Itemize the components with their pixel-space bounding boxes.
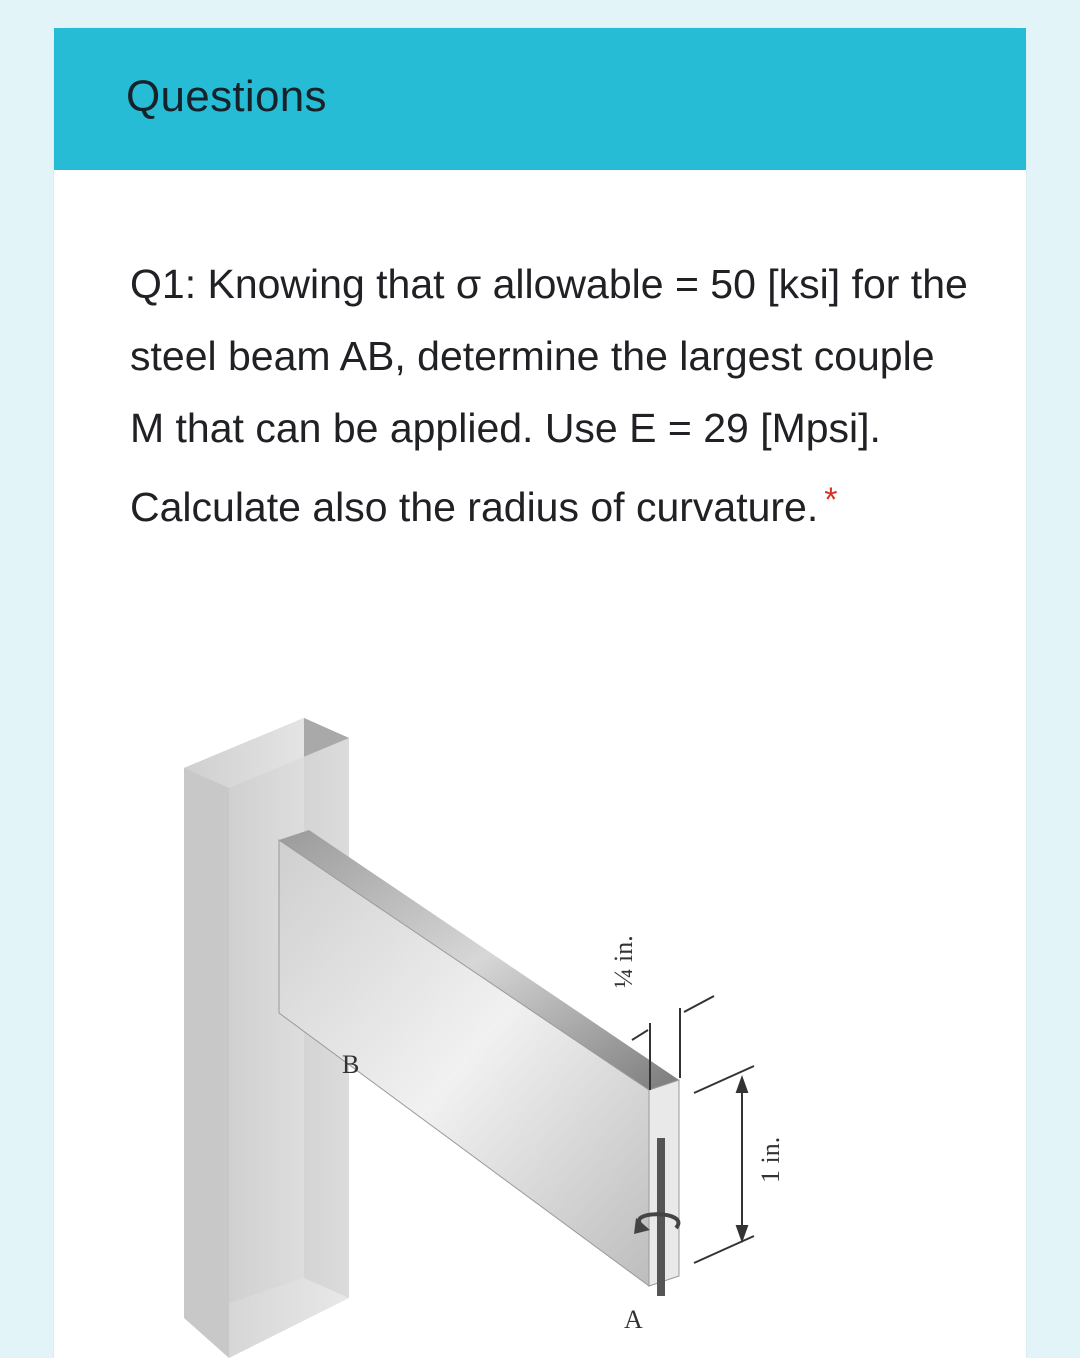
required-asterisk: * [824,481,838,519]
label-thickness: ¼ in. [609,935,638,988]
label-a: A [624,1305,643,1334]
question-text-block [130,248,970,543]
beam-figure [154,678,785,1358]
label-b: B [342,1050,360,1079]
height-dimension [694,1066,754,1263]
card-title: Questions [126,72,327,121]
question-card [54,28,1026,1358]
card-header [54,28,1026,170]
label-height: 1 in. [756,1136,785,1183]
question-text: Q1: Knowing that σ allowable = 50 [ksi] for the steel beam AB, determine the largest couple M that can be applied. Use E = 29 [Mpsi]. Calculate also the radius of curvature. [130,261,968,530]
